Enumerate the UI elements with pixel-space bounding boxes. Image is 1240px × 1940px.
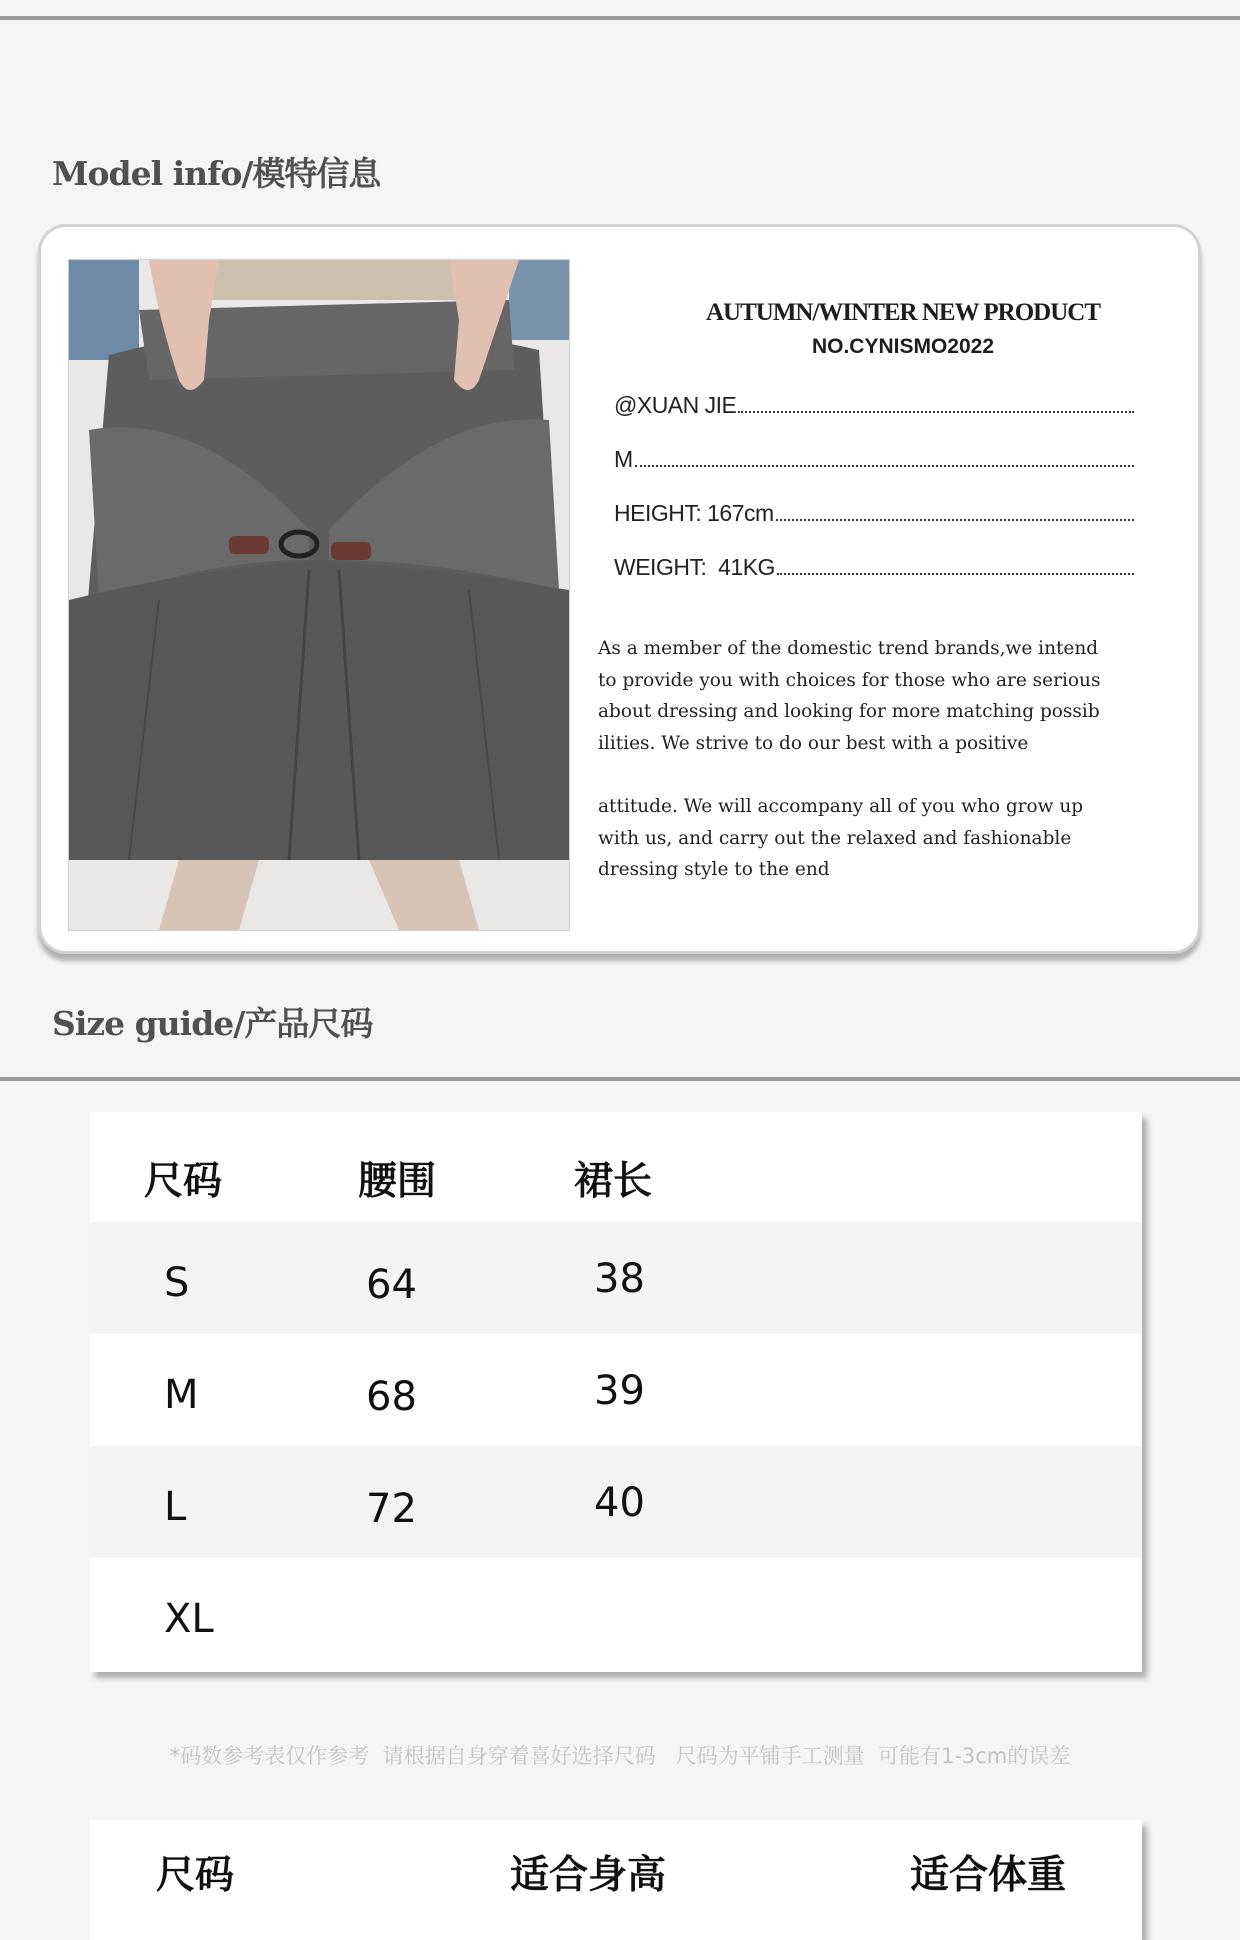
model-info-title: Model info/模特信息 xyxy=(52,154,381,193)
top-divider xyxy=(0,16,1240,20)
length-cell: 39 xyxy=(594,1368,645,1414)
size-cell: S xyxy=(164,1260,190,1306)
section-divider xyxy=(0,1077,1240,1081)
column-header-length: 裙长 xyxy=(574,1159,653,1204)
length-cell: 38 xyxy=(594,1256,645,1302)
model-photo-skirt-image xyxy=(69,260,569,930)
column-header-fit-height: 适合身高 xyxy=(510,1853,667,1898)
product-number: NO.CYNISMO2022 xyxy=(811,335,995,358)
model-size: M xyxy=(614,446,633,472)
table-row xyxy=(90,1222,1142,1334)
column-header-fit-weight: 适合体重 xyxy=(910,1853,1067,1898)
brand-paragraph-1: As a member of the domestic trend brands,we intend to provide you with choices for those who are serious about dressing and looking for more matching possib ilities. We strive to do our best with a positive xyxy=(598,638,1101,754)
model-handle-row xyxy=(614,389,1134,419)
column-header-waist: 腰围 xyxy=(358,1159,437,1204)
model-info-card xyxy=(38,224,1201,954)
model-height: HEIGHT: 167cm xyxy=(614,500,774,526)
product-headline: AUTUMN/WINTER NEW PRODUCT xyxy=(705,299,1100,326)
model-height-row xyxy=(614,497,1134,527)
length-cell: 40 xyxy=(594,1480,645,1526)
model-photo xyxy=(68,259,570,931)
table-row xyxy=(90,1334,1142,1446)
size-disclaimer-note: *码数参考表仅作参考 请根据自身穿着喜好选择尺码 尺码为平铺手工测量 可能有1-3cm的误差 xyxy=(169,1744,1071,1768)
dotted-leader xyxy=(777,573,1134,575)
fit-table xyxy=(90,1820,1142,1940)
size-table xyxy=(90,1112,1142,1672)
model-weight-row xyxy=(614,551,1134,581)
model-size-row xyxy=(614,443,1134,473)
model-weight: WEIGHT: 41KG xyxy=(614,554,775,580)
dotted-leader xyxy=(776,519,1134,521)
model-handle: @XUAN JIE xyxy=(614,392,737,418)
waist-cell: 68 xyxy=(366,1374,417,1420)
table-row xyxy=(90,1446,1142,1558)
size-table-header xyxy=(90,1112,1142,1222)
column-header-size: 尺码 xyxy=(144,1159,223,1204)
column-header-size: 尺码 xyxy=(156,1853,235,1898)
table-row xyxy=(90,1558,1142,1672)
size-cell: XL xyxy=(164,1596,214,1642)
brand-paragraph-2: attitude. We will accompany all of you who grow up with us, and carry out the relaxed and fashionable dressing style to the end xyxy=(598,796,1084,880)
size-cell: L xyxy=(164,1484,187,1530)
waist-cell: 64 xyxy=(366,1262,417,1308)
dotted-leader xyxy=(635,465,1134,467)
dotted-leader xyxy=(738,411,1134,413)
fit-table-header xyxy=(90,1820,1142,1920)
size-cell: M xyxy=(164,1372,199,1418)
waist-cell: 72 xyxy=(366,1486,417,1532)
size-guide-title: Size guide/产品尺码 xyxy=(52,1004,373,1043)
